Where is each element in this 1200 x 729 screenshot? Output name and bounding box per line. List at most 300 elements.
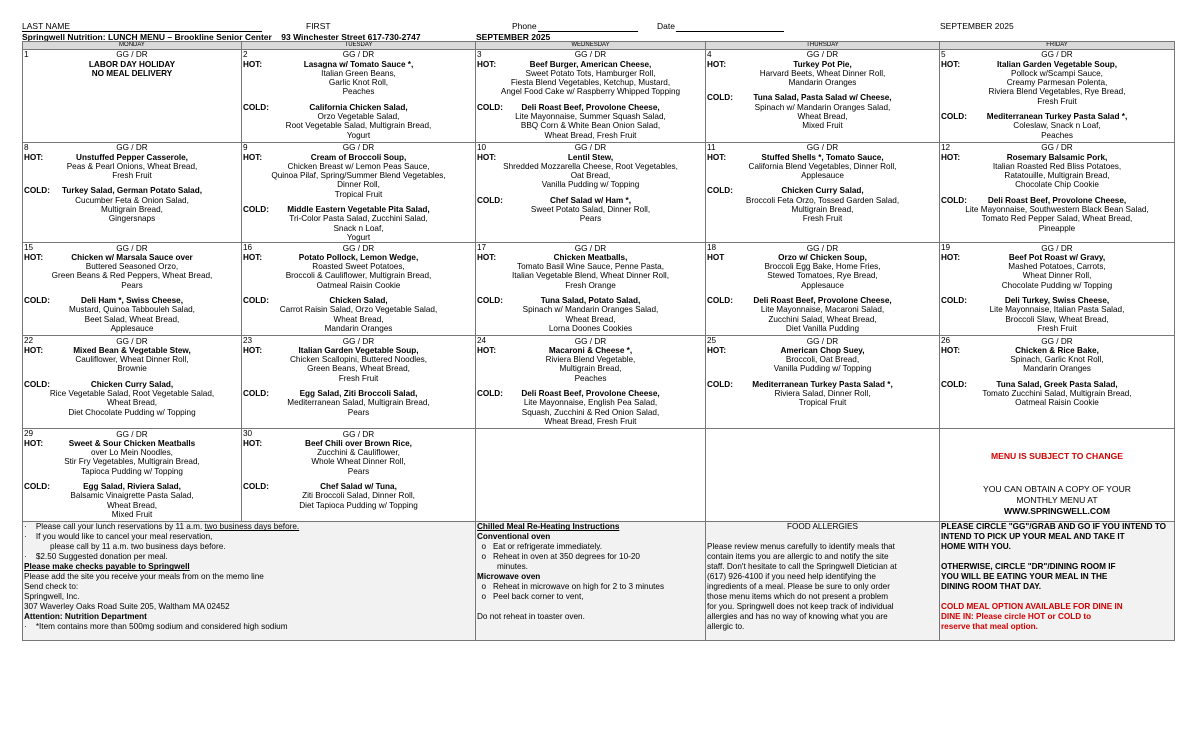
cold-meal [243, 205, 474, 242]
cold-label: COLD: [707, 186, 733, 196]
day-number: 15 [24, 243, 34, 253]
cold-label: COLD: [243, 205, 269, 215]
hot-item: Stir Fry Vegetables, Multigrain Bread, [64, 457, 200, 467]
gg-dr-choice[interactable]: GG / DR [116, 429, 148, 439]
hot-meal [707, 346, 938, 374]
cold-item: Lite Mayonnaise, Italian Pasta Salad, [989, 305, 1125, 315]
day-cell-1 [23, 50, 242, 143]
cold-item: Coleslaw, Snack n Loaf, [1013, 121, 1101, 131]
hot-item: Sweet & Sour Chicken Meatballs [68, 438, 196, 448]
hot-item: Italian Green Beans, [321, 68, 396, 78]
hot-meal [477, 153, 704, 190]
day-cell-19 [940, 243, 1175, 336]
hot-meal [243, 439, 474, 476]
hot-label: HOT: [941, 345, 961, 355]
food-allergies: FOOD ALLERGIES Please review menus carefully to identify meals that contain items you are allergic to and notify the site staff. Don't hesitate to call the Springwell Dietician at (617) 926-4100 if you need help identifying the ingredients of a meal. Please be sure to only order those menu items which do not present a problem for you. Springwell does not keep track of individual allergies and has no way of knowing what you are allergic to. [706, 522, 940, 641]
week-row [23, 50, 1175, 143]
day-number: 29 [24, 429, 34, 439]
gg-dr-choice[interactable]: GG / DR [1041, 143, 1073, 153]
hot-meal [477, 60, 704, 97]
hot-meal [24, 439, 240, 476]
hot-item: Tropical Fruit [334, 189, 383, 199]
cold-meal [941, 112, 1173, 140]
subject-to-change: MENU IS SUBJECT TO CHANGE [990, 451, 1124, 462]
cold-item: Broccoli Slaw, Wheat Bread, [1005, 314, 1109, 324]
hot-item: California Blend Vegetables, Dinner Roll, [748, 161, 897, 171]
cold-item: Squash, Zucchini & Red Onion Salad, [521, 407, 660, 417]
gg-dr-choice[interactable]: GG / DR [574, 243, 607, 253]
first-label: FIRST [306, 21, 331, 31]
gg-dr-choice[interactable]: GG / DR [342, 336, 375, 346]
gg-dr-choice[interactable]: GG / DR [806, 143, 839, 153]
cold-item: Spinach w/ Mandarin Oranges Salad, [754, 102, 891, 112]
hot-item: Zucchini & Cauliflower, [317, 448, 400, 458]
hot-item: Spinach, Garlic Knot Roll, [1010, 355, 1104, 365]
day-cell-4 [706, 50, 940, 143]
website-link[interactable]: WWW.SPRINGWELL.COM [1004, 506, 1110, 517]
cold-meal [707, 93, 938, 130]
cold-label: COLD: [707, 296, 733, 306]
day-cell-9 [242, 143, 476, 243]
hot-item: Peas & Pearl Onions, Wheat Bread, [66, 161, 198, 171]
day-number: 1 [24, 50, 29, 59]
hot-label: HOT: [243, 438, 263, 448]
cold-item: Lorna Doones Cookies [548, 323, 633, 333]
cold-label: COLD: [243, 102, 269, 112]
hot-item: Quinoa Pilaf, Spring/Summer Blend Vegetables, [271, 171, 446, 181]
cold-item: Mustard, Quinoa Tabbouleh Salad, [69, 305, 195, 315]
day-cell-8 [23, 143, 242, 243]
hot-meal [24, 346, 240, 374]
hot-item: Vanilla Pudding w/ Topping [773, 364, 872, 374]
hot-meal [24, 253, 240, 290]
hot-item: Whole Wheat Dinner Roll, [311, 457, 406, 467]
cold-label: COLD: [24, 186, 50, 196]
hot-item: Beef Pot Roast w/ Gravy, [1008, 252, 1106, 262]
gg-dr-choice[interactable]: GG / DR [574, 50, 607, 60]
cold-item: Wheat Bread, [106, 500, 158, 510]
cold-label: COLD: [477, 389, 503, 399]
gg-dr-choice[interactable]: GG / DR [1041, 336, 1073, 346]
hot-meal [477, 253, 704, 290]
hot-item: Chicken Breast w/ Lemon Peas Sauce, [287, 161, 430, 171]
week-row [23, 429, 1175, 522]
cold-item: Mixed Fruit [111, 509, 153, 519]
cold-label: COLD: [941, 296, 967, 306]
gg-dr-choice[interactable]: GG / DR [116, 143, 148, 153]
hot-item: Oatmeal Raisin Cookie [316, 280, 401, 290]
cold-meal [707, 380, 938, 408]
gg-dr-choice[interactable]: GG / DR [574, 143, 607, 153]
hot-item: Chicken Meatballs, [553, 252, 628, 262]
cold-item: Tropical Fruit [798, 398, 847, 408]
hot-label: HOT: [707, 345, 727, 355]
hot-item: Ratatouille, Multigrain Bread, [1004, 171, 1110, 181]
day-number: 9 [243, 143, 248, 152]
cold-item: Deli Ham *, Swiss Cheese, [81, 296, 183, 306]
cold-item: Mixed Fruit [802, 121, 843, 131]
hot-meal [243, 60, 474, 97]
cold-item: Egg Salad, Riviera Salad, [83, 482, 181, 492]
allergy-line: (617) 926-4100 if you need help identifying the [707, 572, 876, 582]
cold-meal [24, 380, 240, 417]
cold-item: Mediterranean Salad, Multigrain Bread, [287, 398, 430, 408]
cold-item: Wheat Bread, [106, 398, 158, 408]
day-number: 25 [707, 336, 717, 346]
date-line[interactable] [676, 30, 784, 32]
cold-item: Tuna Salad, Potato Salad, [540, 296, 641, 306]
hot-meal [707, 253, 938, 290]
day-number: 10 [477, 143, 487, 152]
day-cell-22 [23, 336, 242, 429]
cold-item: Zucchini Salad, Wheat Bread, [768, 314, 877, 324]
hot-item: Multigrain Bread, [559, 364, 622, 374]
last-name-label: LAST NAME [22, 21, 71, 31]
gg-dr-choice[interactable]: GG / DR [574, 336, 607, 346]
hot-item: Peaches [574, 373, 607, 383]
cold-item: Pears [347, 407, 370, 417]
day-cell-5 [940, 50, 1175, 143]
hot-item: Wheat Dinner Roll, [1022, 271, 1092, 281]
hot-label: HOT [707, 252, 725, 262]
hot-meal [477, 346, 704, 383]
allergy-line: contain items you are allergic to and notify the site [707, 552, 889, 562]
cold-item: Peaches [1041, 130, 1073, 140]
cold-item: Applesauce [110, 323, 154, 333]
gg-dr-choice[interactable]: GG / DR [806, 336, 839, 346]
cold-item: Wheat Bread, Fresh Fruit [544, 416, 637, 426]
menu-calendar [22, 41, 1175, 641]
hot-item: Lasagna w/ Tomato Sauce *, [303, 59, 414, 69]
allergy-line: allergic to. [707, 622, 745, 632]
allergy-line: for you. Springwell does not keep track of individual [707, 602, 894, 612]
day-cell-26 [940, 336, 1175, 429]
day-cell-24 [476, 336, 706, 429]
cold-item: Diet Tapioca Pudding w/ Topping [299, 500, 418, 510]
day-cell-16 [242, 243, 476, 336]
hot-item: Italian Garden Vegetable Soup, [298, 345, 419, 355]
hot-item: Creamy Parmesan Polenta, [1006, 78, 1108, 88]
hot-item: Green Beans, Wheat Bread, [307, 364, 410, 374]
cold-label: COLD: [477, 195, 503, 205]
hot-meal [941, 153, 1173, 190]
week-row [23, 336, 1175, 429]
cold-label: COLD: [477, 102, 503, 112]
hot-label: HOT: [477, 252, 497, 262]
cold-item: Yogurt [346, 232, 371, 242]
allergy-line: staff. Don't hesitate to call the Springwell Dietician at [707, 562, 897, 572]
cold-item: Chicken Salad, [329, 296, 388, 306]
cold-item: Deli Roast Beef, Provolone Cheese, [521, 389, 660, 399]
menu-title: Springwell Nutrition: LUNCH MENU – Brookline Senior Center 93 Winchester Street 617-730-2747 [22, 32, 421, 42]
hot-label: HOT: [243, 152, 263, 162]
gg-dr-choice[interactable]: GG / DR [116, 50, 148, 60]
cold-label: COLD: [243, 389, 269, 399]
day-cell-25 [706, 336, 940, 429]
cold-item: Multigrain Bread, [791, 205, 854, 215]
hot-item: Fiesta Blend Vegetables, Ketchup, Mustard, [510, 78, 671, 88]
reservation-notes: · Please call your lunch reservations by 11 a.m. two business days before. · If you would like to cancel your meal reservation, please call by 11 a.m. two business days before. · $2.50 Suggested donation per meal. Please make checks payable to Springwell Please add the site you receive your meals from on the memo line Send check to: Springwell, Inc. 307 Waverley Oaks Road Suite 205, Waltham MA 02452 Attention: Nutrition Department · *Item contains more than 500mg sodium and considered high sodium [23, 522, 476, 641]
holiday-line: LABOR DAY HOLIDAY [88, 59, 176, 69]
hot-item: Italian Vegetable Blend, Wheat Dinner Roll, [511, 271, 670, 281]
hot-label: HOT: [243, 252, 263, 262]
week-row [23, 243, 1175, 336]
hot-item: Buttered Seasoned Orzo, [85, 262, 179, 272]
hot-item: Broccoli, Oat Bread, [785, 355, 860, 365]
weekday-friday: FRIDAY [940, 42, 1175, 50]
hot-item: Tomato Basil Wine Sauce, Penne Pasta, [517, 262, 664, 272]
hot-label: HOT: [477, 59, 497, 69]
weekday-monday: MONDAY [23, 42, 242, 50]
hot-item: Peaches [342, 87, 375, 97]
hot-item: Rosemary Balsamic Pork, [1006, 152, 1108, 162]
day-cell-10 [476, 143, 706, 243]
hot-item: Mashed Potatoes, Carrots, [1008, 262, 1106, 272]
cold-item: Wheat Bread, [565, 314, 616, 324]
day-number: 16 [243, 243, 253, 253]
hot-meal [941, 253, 1173, 290]
cold-item: Multigrain Bread, [101, 205, 163, 215]
cold-item: Wheat Bread, [333, 314, 384, 324]
hot-label: HOT: [941, 152, 961, 162]
hot-item: Italian Roasted Red Bliss Potatoes, [992, 161, 1122, 171]
hot-item: Stuffed Shells *, Tomato Sauce, [761, 152, 884, 162]
gg-dr-choice[interactable]: GG / DR [116, 336, 148, 346]
day-cell-30 [242, 429, 476, 522]
cold-label: COLD: [24, 482, 50, 492]
hot-item: Chicken w/ Marsala Sauce over [71, 252, 193, 262]
gg-dr-choice[interactable]: GG / DR [116, 243, 148, 253]
day-number: 22 [24, 336, 34, 346]
cold-label: COLD: [24, 296, 50, 306]
hot-item: Mandarin Oranges [1023, 364, 1091, 374]
day-cell-2 [242, 50, 476, 143]
header-month: SEPTEMBER 2025 [940, 21, 1014, 31]
copy-line-2: MONTHLY MENU AT [1016, 495, 1098, 506]
allergy-line: allergies and has no way of knowing what you are [707, 612, 888, 622]
day-number: 11 [707, 143, 716, 152]
hot-item: Dinner Roll, [337, 180, 380, 190]
hot-item: Applesauce [801, 171, 844, 181]
hot-meal [243, 253, 474, 290]
cold-item: Turkey Salad, German Potato Salad, [62, 186, 202, 196]
cold-item: Deli Roast Beef, Provolone Cheese, [753, 296, 892, 306]
cold-item: BBQ Corn & White Bean Onion Salad, [520, 121, 661, 131]
hot-label: HOT: [707, 59, 727, 69]
gg-dr-choice[interactable]: GG / DR [1041, 243, 1073, 253]
cold-meal [243, 389, 474, 417]
hot-label: HOT: [477, 152, 497, 162]
day-number: 3 [477, 50, 482, 59]
date-label: Date [657, 21, 675, 31]
week-row [23, 143, 1175, 243]
hot-item: Chicken & Rice Bake, [1015, 345, 1099, 355]
gg-dr-choice[interactable]: GG / DR [342, 143, 375, 153]
hot-item: Broccoli & Cauliflower, Multigrain Bread, [285, 271, 432, 281]
hot-meal [707, 60, 938, 88]
hot-meal [707, 153, 938, 181]
day-cell-23 [242, 336, 476, 429]
hot-meal [24, 153, 240, 181]
cold-label: COLD: [243, 296, 269, 306]
cold-label: COLD: [243, 482, 269, 492]
cold-item: Middle Eastern Vegetable Pita Salad, [287, 205, 430, 215]
cold-meal [941, 196, 1173, 233]
gg-dr-choice[interactable]: GG / DR [342, 243, 375, 253]
hot-label: HOT: [24, 252, 44, 262]
phone-line[interactable] [538, 30, 638, 32]
hot-item: Fresh Fruit [338, 373, 379, 383]
menu-info-box [940, 429, 1175, 522]
cold-item: Riviera Salad, Dinner Roll, [774, 389, 871, 399]
cold-meal [707, 296, 938, 333]
hot-item: Stewed Tomatoes, Rye Bread, [767, 271, 878, 281]
hot-item: Pears [347, 466, 370, 476]
cold-item: Chicken Curry Salad, [781, 186, 864, 196]
day-number: 4 [707, 50, 712, 59]
cold-item: Diet Vanilla Pudding [785, 323, 860, 333]
hot-item: Green Beans & Red Peppers, Wheat Bread, [51, 271, 213, 281]
cold-item: California Chicken Salad, [309, 102, 408, 112]
cold-meal [24, 482, 240, 519]
hot-meal [941, 60, 1173, 106]
cold-label: COLD: [941, 112, 967, 122]
empty-day [476, 429, 706, 522]
cold-item: Yogurt [346, 130, 371, 140]
hot-label: HOT: [24, 152, 44, 162]
hot-meal [243, 153, 474, 199]
cold-meal [243, 296, 474, 333]
hot-item: Beef Chili over Brown Rice, [305, 438, 412, 448]
hot-item: Orzo w/ Chicken Soup, [778, 252, 867, 262]
cold-item: Mediterranean Turkey Pasta Salad *, [986, 112, 1128, 122]
cold-item: Deli Roast Beef, Provolone Cheese, [987, 195, 1127, 205]
menu-month: SEPTEMBER 2025 [476, 32, 551, 42]
weekday-header-row [23, 42, 1175, 50]
hot-item: Oat Bread, [570, 171, 611, 181]
cold-item: Tomato Zucchini Salad, Multigrain Bread, [982, 389, 1132, 399]
cold-item: Chef Salad w/ Ham *, [550, 195, 631, 205]
reheating-instructions: Chilled Meal Re-Heating Instructions Conventional oven o Eat or refrigerate immediately. o Reheat in oven at 350 degrees for 10-20 minutes. Microwave oven o Reheat in microwave on high for 2 to 3 minutes o Peel back corner to vent, Do not reheat in toaster oven. [476, 522, 706, 641]
cold-item: Wheat Bread, [797, 112, 848, 122]
allergy-line: those menu items which do not present a problem [707, 592, 889, 602]
notes-row [23, 522, 1175, 641]
hot-item: Tapioca Pudding w/ Topping [81, 466, 183, 476]
cold-item: Gingersnaps [108, 214, 156, 224]
hot-item: Fresh Fruit [112, 171, 152, 181]
cold-item: Chef Salad w/ Tuna, [320, 482, 397, 492]
gg-dr-choice[interactable]: GG / DR [806, 50, 839, 60]
hot-item: Shredded Mozzarella Cheese, Root Vegetables, [503, 161, 678, 171]
hot-item: Potato Pollock, Lemon Wedge, [298, 252, 419, 262]
cold-item: Root Vegetable Salad, Multigrain Bread, [285, 121, 432, 131]
hot-item: Harvard Beets, Wheat Dinner Roll, [759, 68, 886, 78]
circle-instructions: PLEASE CIRCLE "GG"/GRAB AND GO IF YOU INTEND TO INTEND TO PICK UP YOUR MEAL AND TAKE IT HOME WITH YOU. OTHERWISE, CIRCLE "DR"/DINING ROOM IF YOU WILL BE EATING YOUR MEAL IN THE DINING ROOM THAT DAY. COLD MEAL OPTION AVAILABLE FOR DINE IN DINE IN: Please circle HOT or COLD to reserve that meal option. [940, 522, 1175, 641]
cold-item: Oatmeal Raisin Cookie [1015, 398, 1099, 408]
cold-item: Snack n Loaf, [333, 223, 384, 233]
hot-item: Chicken Scallopini, Buttered Noodles, [290, 355, 427, 365]
cold-item: Lite Mayonnaise, Southwestern Black Bean Salad, [965, 205, 1149, 215]
cold-item: Tuna Salad, Pasta Salad w/ Cheese, [753, 93, 892, 103]
cold-item: Orzo Vegetable Salad, [317, 112, 400, 122]
hot-label: HOT: [941, 252, 961, 262]
hot-item: Riviera Blend Vegetables, Rye Bread, [988, 87, 1126, 97]
cold-label: COLD: [941, 379, 967, 389]
cold-item: Deli Turkey, Swiss Cheese, [1004, 296, 1110, 306]
day-number: 12 [941, 143, 951, 152]
day-cell-3 [476, 50, 706, 143]
cold-meal [477, 296, 704, 333]
cold-item: Lite Mayonnaise, Summer Squash Salad, [515, 112, 666, 122]
cold-item: Sweet Potato Salad, Dinner Roll, [530, 205, 651, 215]
cold-item: Chicken Curry Salad, [90, 379, 174, 389]
cold-meal [477, 389, 704, 426]
allergy-line: ingredients of a meal. Please be sure to only order [707, 582, 890, 592]
hot-label: HOT: [941, 59, 961, 69]
cold-item: Balsamic Vinaigrette Pasta Salad, [70, 491, 194, 501]
hot-item: Chocolate Pudding w/ Topping [1001, 280, 1113, 290]
cold-item: Fresh Fruit [1037, 323, 1077, 333]
day-number: 18 [707, 243, 717, 253]
allergy-text [707, 542, 938, 632]
cold-item: Pineapple [1038, 223, 1076, 233]
hot-item: Riviera Blend Vegetable, [545, 355, 636, 365]
hot-item: Cream of Broccoli Soup, [310, 152, 407, 162]
gg-dr-choice[interactable]: GG / DR [806, 243, 839, 253]
center-address: 93 Winchester Street 617-730-2747 [281, 32, 421, 42]
cold-meal [24, 186, 240, 223]
gg-dr-choice[interactable]: GG / DR [342, 429, 375, 439]
hot-item: Applesauce [801, 280, 844, 290]
cold-item: Tuna Salad, Greek Pasta Salad, [996, 379, 1118, 389]
gg-dr-choice[interactable]: GG / DR [1041, 50, 1073, 60]
day-number: 5 [941, 50, 946, 59]
day-number: 30 [243, 429, 253, 439]
cold-label: COLD: [477, 296, 503, 306]
holiday-line: NO MEAL DELIVERY [91, 68, 173, 78]
hot-item: Brownie [117, 364, 147, 374]
cold-meal [477, 103, 704, 140]
hot-item: Lentil Stew, [567, 152, 614, 162]
day-number: 26 [941, 336, 951, 346]
hot-item: Roasted Sweet Potatoes, [312, 262, 405, 272]
cold-item: Mandarin Oranges [324, 323, 393, 333]
day-number: 8 [24, 143, 29, 152]
hot-item: Chocolate Chip Cookie [1015, 180, 1099, 190]
gg-dr-choice[interactable]: GG / DR [342, 50, 375, 60]
hot-item: Turkey Pot Pie, [793, 59, 852, 69]
cold-item: Diet Chocolate Pudding w/ Topping [68, 407, 196, 417]
day-cell-17 [476, 243, 706, 336]
cold-meal [24, 296, 240, 333]
cold-item: Broccoli Feta Orzo, Tossed Garden Salad, [745, 195, 900, 205]
cold-meal [941, 380, 1173, 408]
day-cell-12 [940, 143, 1175, 243]
hot-item: Pears [121, 280, 143, 290]
cold-item: Beet Salad, Wheat Bread, [84, 314, 180, 324]
hot-item: Italian Garden Vegetable Soup, [996, 59, 1118, 69]
hot-item: over Lo Mein Noodles, [91, 448, 173, 458]
phone-label: Phone [512, 21, 537, 31]
hot-item: Sweet Potato Tots, Hamburger Roll, [525, 68, 656, 78]
cold-item: Fresh Fruit [802, 214, 843, 224]
weekday-tuesday: TUESDAY [242, 42, 476, 50]
cold-item: Spinach w/ Mandarin Oranges Salad, [522, 305, 659, 315]
hot-item: Garlic Knot Roll, [328, 78, 389, 88]
cold-item: Lite Mayonnaise, English Pea Salad, [523, 398, 658, 408]
cold-item: Pears [579, 214, 602, 224]
cold-option-note: COLD MEAL OPTION AVAILABLE FOR DINE IN [941, 602, 1123, 612]
